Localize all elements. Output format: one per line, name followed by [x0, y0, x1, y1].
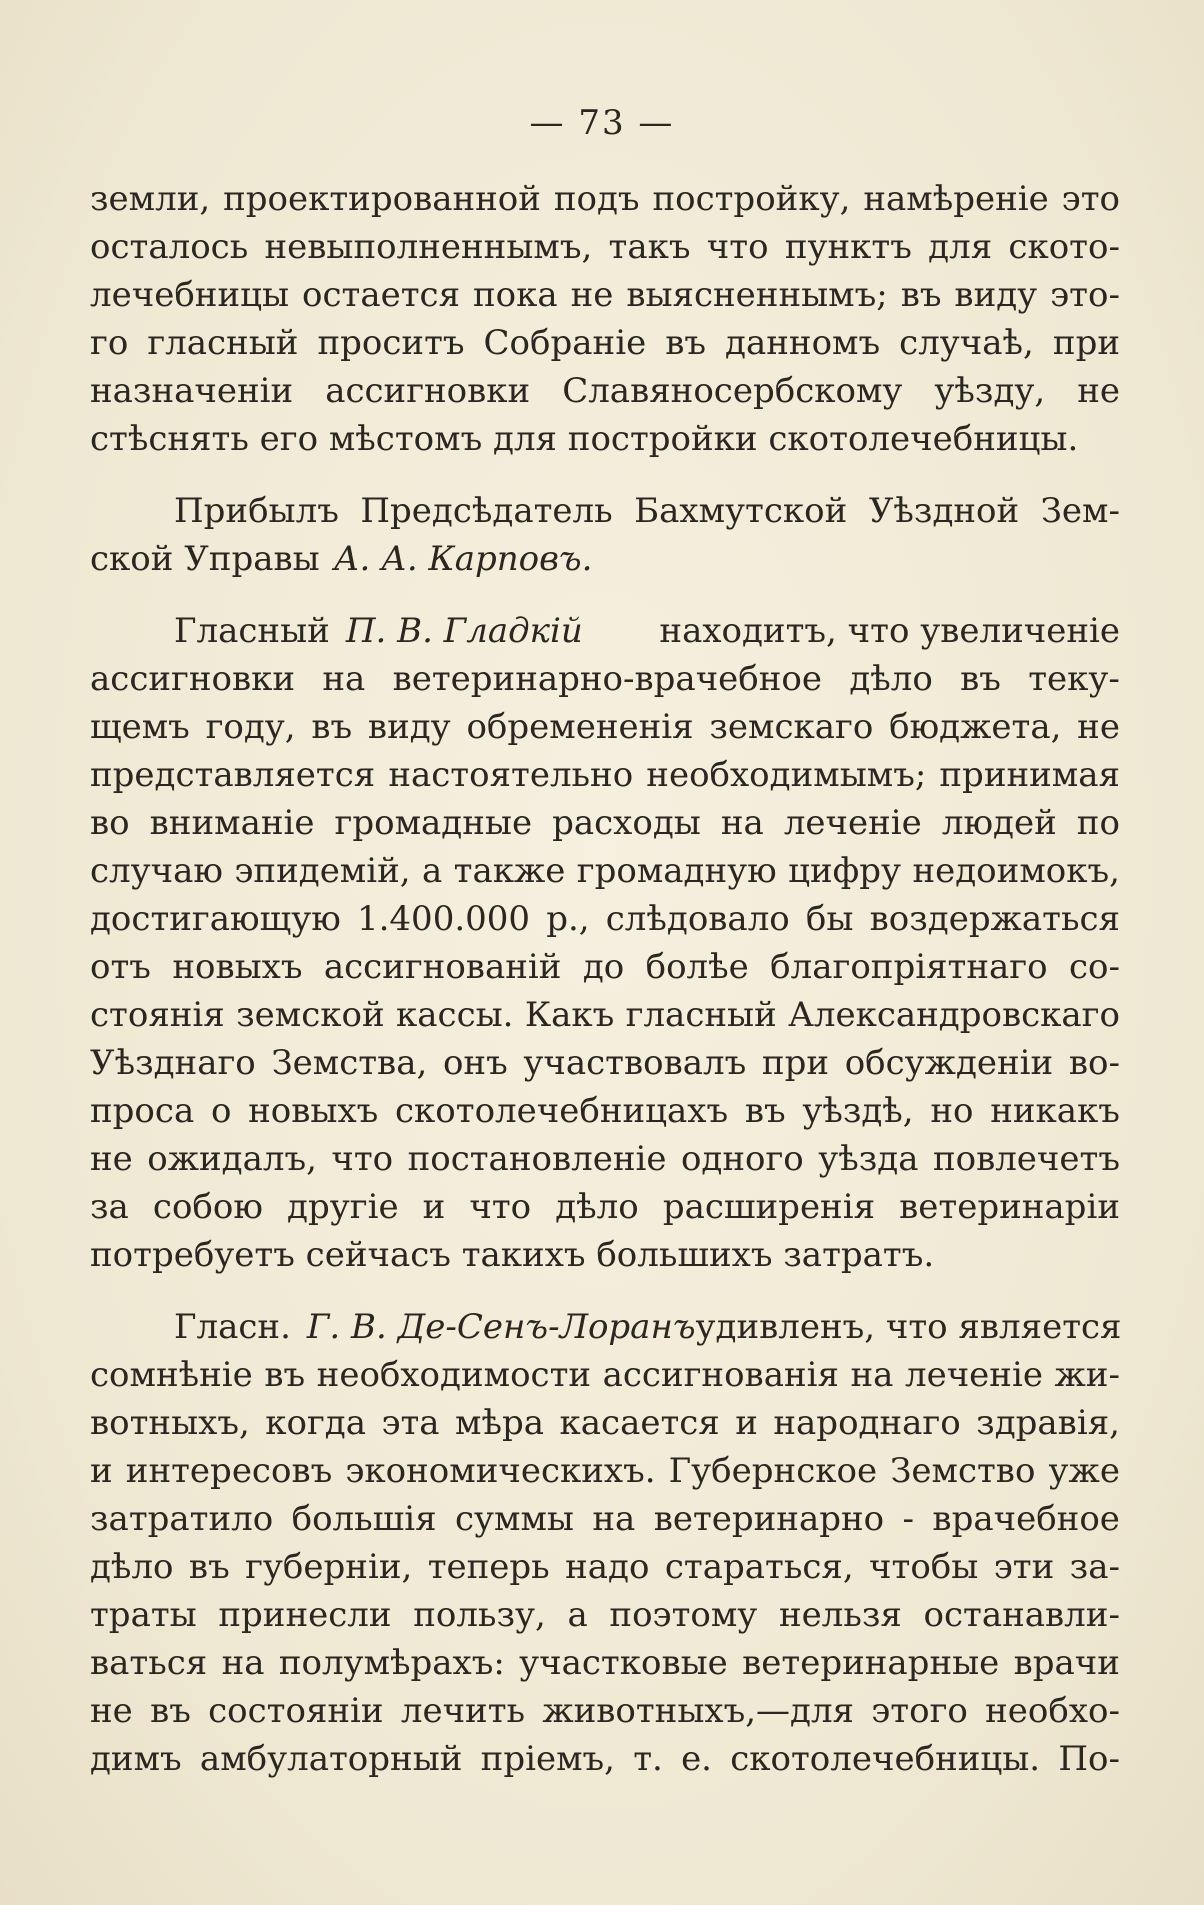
word: го — [90, 323, 129, 363]
word: чтобы — [869, 1547, 979, 1587]
word: представляется — [90, 755, 376, 795]
line-text: Гласн. — [174, 1307, 291, 1347]
word: большія — [291, 1499, 437, 1539]
text-line — [90, 1543, 1120, 1591]
word: на — [720, 803, 764, 843]
word: скотолечебницахъ — [395, 1091, 729, 1131]
word: ассигновки — [90, 659, 296, 699]
word: а — [422, 851, 443, 891]
line-text — [90, 655, 1120, 703]
word: леченіе — [783, 803, 922, 843]
word: и — [422, 1187, 446, 1227]
word: необходимымъ; — [646, 755, 927, 795]
line-text — [90, 847, 1120, 895]
word: въ — [188, 1547, 230, 1587]
text-line — [90, 607, 1120, 655]
word: ветеринарно-врачебное — [392, 659, 823, 699]
word: нельзя — [778, 1595, 902, 1635]
word: назначеніи — [90, 371, 294, 411]
word: ожидалъ, — [147, 1139, 317, 1179]
word: собою — [152, 1187, 263, 1227]
word: что — [469, 1187, 532, 1227]
word: данномъ — [725, 323, 881, 363]
word: необходимости — [316, 1355, 592, 1395]
person-name: П. В. Гладкій — [345, 611, 583, 651]
word: новыхъ — [172, 947, 303, 987]
word: теперь — [427, 1547, 550, 1587]
word: стараться, — [664, 1547, 854, 1587]
word: Александровскаго — [788, 995, 1120, 1035]
word: что — [331, 1139, 394, 1179]
word: эта — [381, 1403, 440, 1443]
word: р., — [546, 899, 590, 939]
word: земли, — [90, 179, 211, 219]
word: Прибылъ — [174, 491, 339, 531]
word: траты — [90, 1595, 197, 1635]
word: Уѣзднаго — [90, 1043, 256, 1083]
line-text: стѣснять его мѣстомъ для постройки скотолечебницы. — [90, 419, 1079, 459]
word: эпидемій, — [234, 851, 411, 891]
paragraph-2 — [90, 487, 1120, 583]
word: невыполненнымъ, — [264, 227, 593, 267]
line-text — [90, 751, 1120, 799]
word: останавли- — [923, 1595, 1120, 1635]
word: ассигнованій — [323, 947, 562, 987]
word: людей — [941, 803, 1057, 843]
word: въ — [264, 1355, 306, 1395]
word: Собраніе — [483, 323, 647, 363]
word: животныхъ,—для — [542, 1691, 854, 1731]
word: проситъ — [317, 323, 465, 363]
text-line — [90, 1351, 1120, 1399]
word: для — [928, 227, 993, 267]
line-text — [90, 1495, 1120, 1543]
word: болѣе — [645, 947, 749, 987]
word: на — [850, 1355, 894, 1395]
word: расходы — [552, 803, 701, 843]
word: Земство — [890, 1451, 1036, 1491]
word: кассы. — [396, 995, 514, 1035]
text-line — [90, 487, 1120, 535]
word: достигающую — [90, 899, 341, 939]
text-line — [90, 703, 1120, 751]
word: случаѣ, — [899, 323, 1034, 363]
word: случаю — [90, 851, 223, 891]
text-line — [90, 1735, 1120, 1783]
word: лечить — [400, 1691, 526, 1731]
word: интересовъ — [125, 1451, 333, 1491]
word: губерніи, — [245, 1547, 413, 1587]
word: виду — [367, 707, 451, 747]
word: уѣзду, — [934, 371, 1046, 411]
text-line — [90, 847, 1120, 895]
word: Предсѣдатель — [360, 491, 613, 531]
word: на — [592, 1499, 636, 1539]
word: пунктъ — [784, 227, 912, 267]
line-text: удивленъ, что является — [695, 1307, 1122, 1347]
word: не — [90, 1139, 133, 1179]
word: теку- — [1028, 659, 1120, 699]
word: пока — [472, 275, 558, 315]
word: дѣло — [849, 659, 933, 699]
word: по — [1076, 803, 1120, 843]
word: ваться — [90, 1643, 208, 1683]
word: здравія, — [976, 1403, 1120, 1443]
line-text — [90, 319, 1120, 367]
line-text — [90, 1087, 1120, 1135]
word: лечебницы — [90, 275, 290, 315]
word: Славяносербскому — [562, 371, 903, 411]
word: скотолечебницы. — [730, 1739, 1041, 1779]
word: одного — [680, 1139, 804, 1179]
line-text — [90, 367, 1120, 415]
word: виду — [954, 275, 1038, 315]
word: необхо- — [985, 1691, 1120, 1731]
word: жи- — [1054, 1355, 1120, 1395]
word: врачебное — [932, 1499, 1120, 1539]
word: ветеринарные — [742, 1643, 1000, 1683]
text-line — [90, 1135, 1120, 1183]
word: и — [735, 1403, 758, 1443]
word: а — [567, 1595, 588, 1635]
text-line — [90, 943, 1120, 991]
word: пріемъ, — [480, 1739, 615, 1779]
word: слѣдовало — [605, 899, 790, 939]
line-text — [90, 1399, 1120, 1447]
word: громадную — [576, 851, 777, 891]
text-line — [90, 1231, 1120, 1279]
word: но — [930, 1091, 974, 1131]
word: въ — [900, 275, 942, 315]
line-text — [90, 1543, 1120, 1591]
text-line — [90, 1039, 1120, 1087]
line-text: Гласный — [174, 611, 330, 651]
word: ветеринаріи — [899, 1187, 1120, 1227]
text-line — [90, 1303, 1120, 1351]
word: пользу, — [413, 1595, 546, 1635]
line-text — [90, 1183, 1120, 1231]
word: надо — [565, 1547, 650, 1587]
word: 1.400.000 — [356, 899, 531, 939]
word: постройку, — [652, 179, 851, 219]
word: проектированной — [223, 179, 541, 219]
line-text — [90, 1735, 1120, 1783]
line-text — [90, 223, 1120, 271]
text-line — [90, 1687, 1120, 1735]
person-name: А. А. Карповъ. — [333, 539, 593, 579]
word: отъ — [90, 947, 151, 987]
word: при — [1052, 323, 1120, 363]
word: онъ — [442, 1043, 508, 1083]
word: касается — [559, 1403, 720, 1443]
word: вниманіе — [149, 803, 315, 843]
word: гласный — [625, 995, 777, 1035]
line-text — [90, 1039, 1120, 1087]
text-line — [90, 271, 1120, 319]
word: участвовалъ — [523, 1043, 747, 1083]
line-text — [90, 799, 1120, 847]
word: воздержаться — [869, 899, 1120, 939]
word: леченіе — [904, 1355, 1043, 1395]
paragraph-3 — [90, 607, 1120, 1279]
word: Земства, — [271, 1043, 428, 1083]
word: полумѣрахъ: — [278, 1643, 505, 1683]
line-text — [90, 1351, 1120, 1399]
word: По- — [1058, 1739, 1120, 1779]
word: Бахмутской — [634, 491, 848, 531]
word: новыхъ — [248, 1091, 379, 1131]
word: осталось — [90, 227, 249, 267]
word: - — [902, 1499, 915, 1539]
word: это- — [1050, 275, 1120, 315]
line-text — [90, 991, 1120, 1039]
line-text: ской Управы — [90, 539, 320, 579]
line-text — [90, 1687, 1120, 1735]
line-text: находитъ, что увеличеніе — [659, 611, 1120, 651]
word: экономическихъ. — [345, 1451, 656, 1491]
line-text — [90, 175, 1120, 223]
text-line — [90, 1495, 1120, 1543]
word: недоимокъ, — [912, 851, 1120, 891]
word: участковые — [519, 1643, 728, 1683]
line-text — [90, 895, 1120, 943]
word: обремененія — [466, 707, 694, 747]
body-text — [90, 175, 1120, 1783]
line-text — [90, 1639, 1120, 1687]
word: принесли — [218, 1595, 392, 1635]
word: за — [90, 1187, 129, 1227]
word: врачи — [1013, 1643, 1120, 1683]
word: дѣло — [555, 1187, 639, 1227]
line-text — [90, 1135, 1120, 1183]
word: подъ — [553, 179, 640, 219]
word: мѣра — [455, 1403, 545, 1443]
word: обсужденіи — [844, 1043, 1054, 1083]
word: дѣло — [90, 1547, 174, 1587]
line-text: потребуетъ сейчасъ такихъ большихъ затратъ. — [90, 1235, 935, 1275]
word: амбулаторный — [199, 1739, 463, 1779]
word: за- — [1069, 1547, 1120, 1587]
word: году, — [205, 707, 296, 747]
text-line — [90, 991, 1120, 1039]
word: и — [90, 1451, 113, 1491]
word: поэтому — [609, 1595, 758, 1635]
text-line — [90, 1591, 1120, 1639]
word: ветеринарно — [653, 1499, 885, 1539]
word: повлечетъ — [932, 1139, 1120, 1179]
word: что — [706, 227, 769, 267]
word: въ — [744, 1091, 786, 1131]
word: т. — [633, 1739, 663, 1779]
word: въ — [960, 659, 1001, 699]
word: въ — [150, 1691, 191, 1731]
word: расширенія — [662, 1187, 876, 1227]
word: въ — [665, 323, 707, 363]
word: никакъ — [990, 1091, 1120, 1131]
word: состояніи — [208, 1691, 384, 1731]
word: намѣреніе — [863, 179, 1049, 219]
word: такъ — [608, 227, 691, 267]
word: земской — [236, 995, 385, 1035]
word: со- — [1068, 947, 1120, 987]
text-line — [90, 415, 1120, 463]
word: не — [570, 275, 614, 315]
word: вотныхъ, — [90, 1403, 250, 1443]
word: бы — [805, 899, 854, 939]
text-line — [90, 223, 1120, 271]
word: цифру — [788, 851, 902, 891]
text-line — [90, 319, 1120, 367]
word: на — [322, 659, 366, 699]
line-text — [90, 703, 1120, 751]
word: не — [1077, 707, 1120, 747]
text-line — [90, 1447, 1120, 1495]
word: ассигнованія — [602, 1355, 839, 1395]
word: затратило — [90, 1499, 274, 1539]
word: бюджета, — [889, 707, 1062, 747]
text-line — [90, 175, 1120, 223]
word: постановленіе — [407, 1139, 667, 1179]
word: гласный — [147, 323, 299, 363]
text-line — [90, 751, 1120, 799]
word: проса — [90, 1091, 195, 1131]
word: е. — [681, 1739, 712, 1779]
word: уже — [1048, 1451, 1120, 1491]
paragraph-4 — [90, 1303, 1120, 1783]
word: Губернское — [668, 1451, 878, 1491]
word: не — [1077, 371, 1120, 411]
paragraph-1 — [90, 175, 1120, 463]
word: Какъ — [524, 995, 615, 1035]
word: благопріятнаго — [770, 947, 1048, 987]
word: эти — [993, 1547, 1055, 1587]
word: стоянія — [90, 995, 225, 1035]
word: щемъ — [90, 707, 190, 747]
word: это — [1061, 179, 1120, 219]
text-line — [90, 895, 1120, 943]
word: до — [582, 947, 625, 987]
line-text — [90, 1591, 1120, 1639]
word: ассигновки — [325, 371, 531, 411]
word: ското- — [1008, 227, 1120, 267]
word: уѣзда — [818, 1139, 919, 1179]
line-text — [90, 271, 1120, 319]
word: земскаго — [709, 707, 874, 747]
word: на — [221, 1643, 265, 1683]
word: Уѣздной — [868, 491, 1020, 531]
word: народнаго — [773, 1403, 961, 1443]
word: не — [90, 1691, 133, 1731]
line-text — [90, 1447, 1120, 1495]
text-line — [90, 799, 1120, 847]
word: когда — [265, 1403, 366, 1443]
word: громадные — [334, 803, 533, 843]
word: остается — [302, 275, 461, 315]
word: при — [761, 1043, 830, 1083]
text-line — [90, 1183, 1120, 1231]
word: во — [90, 803, 130, 843]
text-line — [90, 655, 1120, 703]
word: принимая — [939, 755, 1120, 795]
word: настоятельно — [388, 755, 634, 795]
word: во- — [1068, 1043, 1120, 1083]
text-line — [90, 1399, 1120, 1447]
page-number: — 73 — — [529, 103, 675, 143]
word: уѣздѣ, — [802, 1091, 914, 1131]
text-line — [90, 367, 1120, 415]
word: о — [210, 1091, 232, 1131]
word: также — [453, 851, 566, 891]
word: въ — [311, 707, 353, 747]
word: Зем- — [1040, 491, 1120, 531]
person-name: Г. В. Де-Сенъ-Лоранъ — [306, 1307, 696, 1347]
text-line — [90, 1639, 1120, 1687]
line-text — [90, 943, 1120, 991]
word: димъ — [90, 1739, 182, 1779]
word: другіе — [287, 1187, 399, 1227]
word: сомнѣніе — [90, 1355, 253, 1395]
word: суммы — [454, 1499, 574, 1539]
word: выясненнымъ; — [626, 275, 888, 315]
text-line — [90, 535, 1120, 583]
text-line — [90, 1087, 1120, 1135]
line-text — [174, 487, 1120, 535]
word: этого — [871, 1691, 968, 1731]
